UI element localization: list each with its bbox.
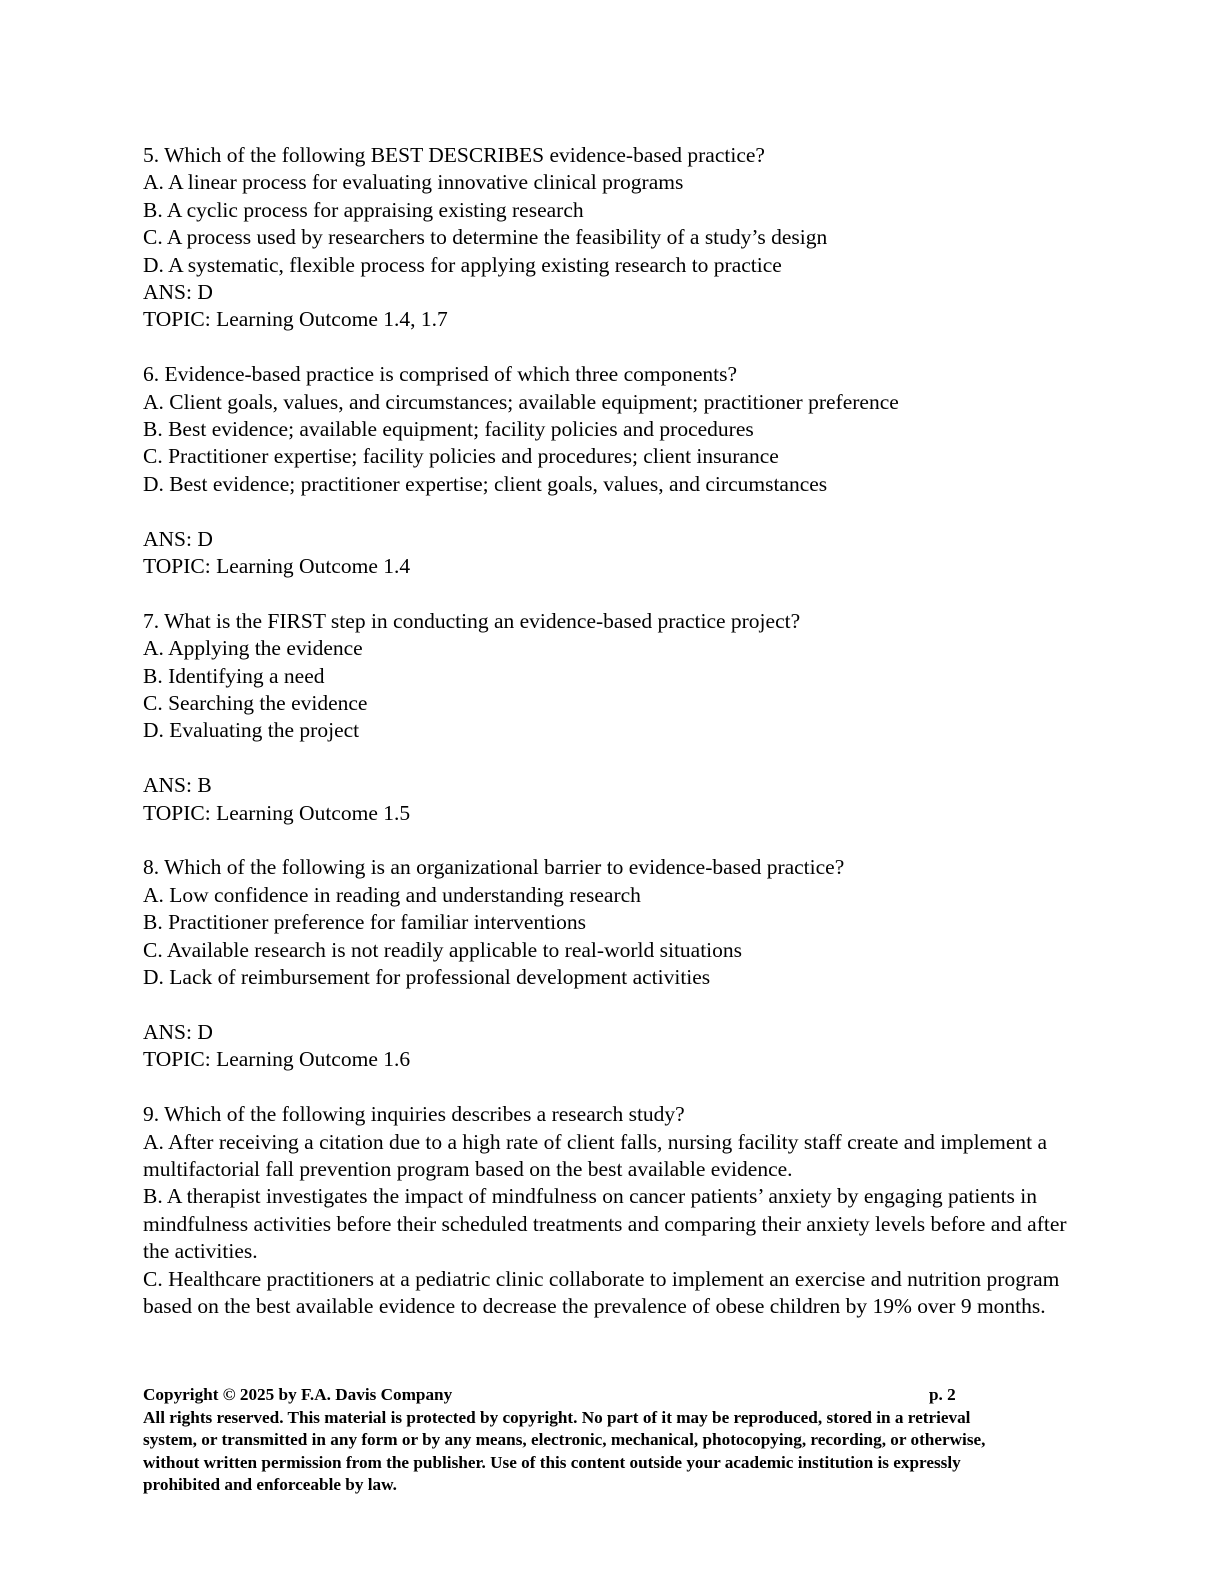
answer-option-a: A. After receiving a citation due to a high rate of client falls, nursing facility staff create and implement a multifactorial fall prevention program based on the best available evidence. [143,1129,1048,1181]
document-body [143,142,1083,1320]
spacer [143,1074,1083,1101]
page-number: p. 2 [929,1385,956,1404]
answer-option-d: D. Evaluating the project [143,718,360,743]
answer-option-c: C. A process used by researchers to determine the feasibility of a study’s design [143,225,828,250]
topic-label: TOPIC: Learning Outcome 1.5 [143,800,411,825]
topic-label: TOPIC: Learning Outcome 1.4 [143,554,411,579]
question-8 [143,854,1083,1073]
spacer [143,827,1083,854]
answer-option-c: C. Available research is not readily applicable to real-world situations [143,937,743,962]
question-6 [143,361,1083,580]
question-stem: 7. What is the FIRST step in conducting an evidence-based practice project? [143,608,801,633]
answer-key: ANS: B [143,773,212,798]
answer-option-d: D. Lack of reimbursement for professional development activities [143,965,711,990]
spacer [143,334,1083,361]
answer-key: ANS: D [143,1019,213,1044]
answer-option-a: A. Client goals, values, and circumstances; available equipment; practitioner preference [143,389,899,414]
footer-header-row [143,1384,1023,1407]
answer-option-c: C. Practitioner expertise; facility policies and procedures; client insurance [143,444,779,469]
question-stem: 5. Which of the following BEST DESCRIBES evidence-based practice? [143,143,765,167]
answer-key: ANS: D [143,280,213,305]
spacer [143,745,1083,772]
answer-key: ANS: D [143,526,213,551]
answer-option-a: A. Applying the evidence [143,636,363,661]
copyright-notice: Copyright © 2025 by F.A. Davis Company [143,1385,453,1404]
rights-statement: All rights reserved. This material is protected by copyright. No part of it may be reproduced, stored in a retrieval system, or transmitted in any form or by any means, electronic, mechanical, photocopying, recording, or otherwise, without written permission from the publisher. Use of this content outside your academic institution is expressly prohibited and enforceable by law. [143,1407,986,1495]
spacer [143,992,1083,1019]
topic-label: TOPIC: Learning Outcome 1.4, 1.7 [143,307,448,332]
answer-option-d: D. Best evidence; practitioner expertise; client goals, values, and circumstances [143,471,828,496]
answer-option-c: C. Healthcare practitioners at a pediatric clinic collaborate to implement an exercise and nutrition program based on the best available evidence to decrease the prevalence of obese children by 19% over 9 months. [143,1266,1060,1318]
topic-label: TOPIC: Learning Outcome 1.6 [143,1047,411,1072]
question-7 [143,608,1083,827]
question-9 [143,1101,1083,1320]
answer-option-b: B. Practitioner preference for familiar interventions [143,910,586,935]
question-stem: 9. Which of the following inquiries describes a research study? [143,1102,685,1127]
spacer [143,580,1083,607]
spacer [143,498,1083,525]
answer-option-a: A. A linear process for evaluating innovative clinical programs [143,170,684,195]
answer-option-b: B. Identifying a need [143,663,325,688]
answer-option-b: B. A cyclic process for appraising existing research [143,197,584,222]
question-5 [143,142,1083,334]
answer-option-b: B. A therapist investigates the impact of mindfulness on cancer patients’ anxiety by engaging patients in mindfulness activities before their scheduled treatments and comparing their anxiety levels before and after the activities. [143,1184,1067,1264]
answer-option-d: D. A systematic, flexible process for applying existing research to practice [143,252,782,277]
answer-option-c: C. Searching the evidence [143,691,368,716]
answer-option-b: B. Best evidence; available equipment; facility policies and procedures [143,417,754,442]
copyright-footer [143,1384,1023,1497]
question-stem: 8. Which of the following is an organizational barrier to evidence-based practice? [143,855,845,880]
answer-option-a: A. Low confidence in reading and understanding research [143,882,641,907]
question-stem: 6. Evidence-based practice is comprised of which three components? [143,362,738,387]
